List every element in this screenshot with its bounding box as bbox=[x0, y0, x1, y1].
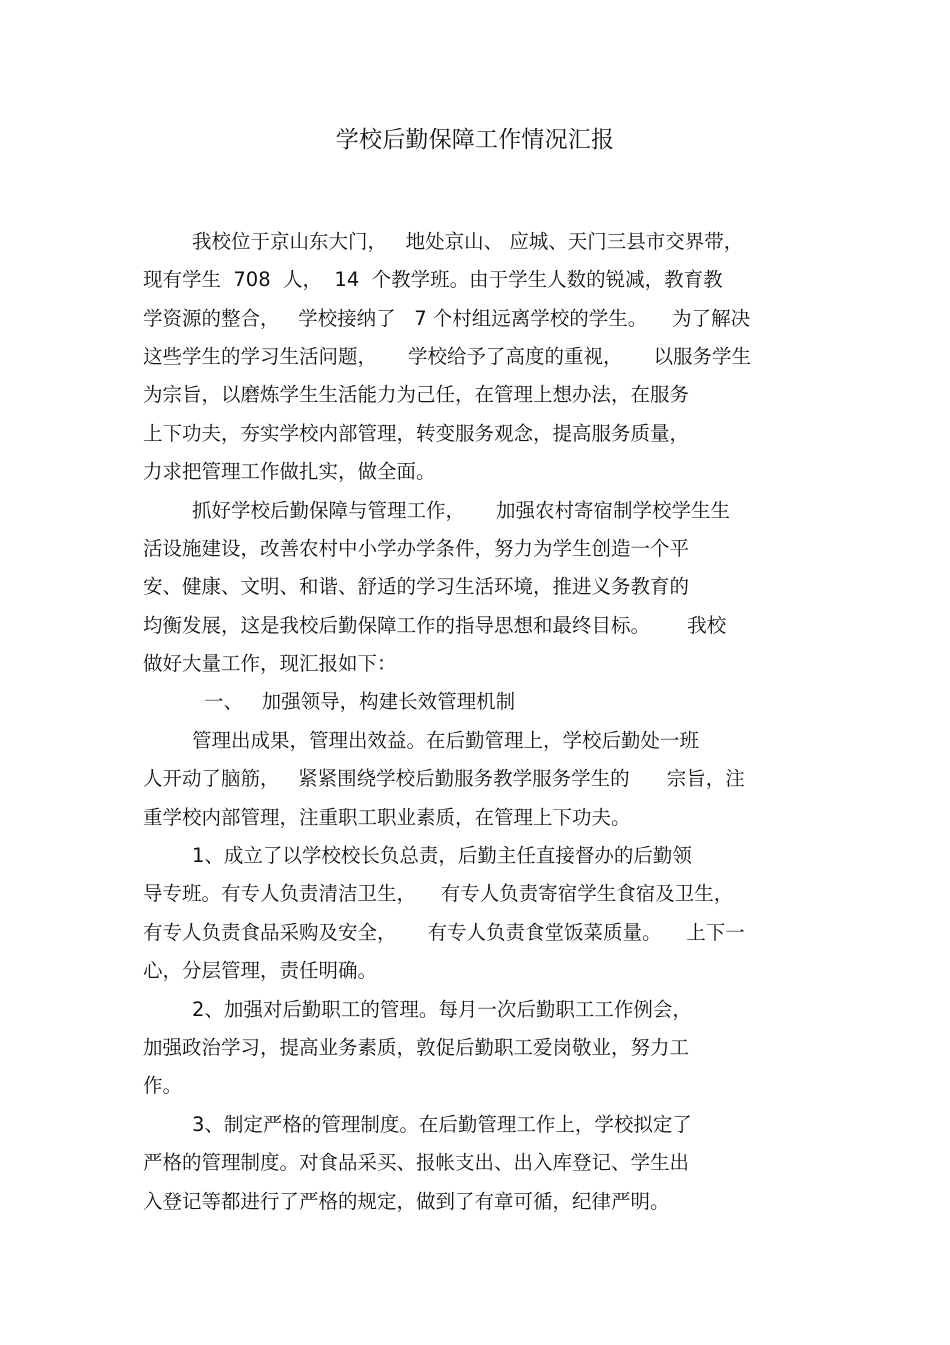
paragraph-line: 学资源的整合， 学校接纳了 7 个村组远离学校的学生。 为了解决 bbox=[143, 307, 751, 330]
paragraph-line: 有专人负责食品采购及安全， 有专人负责食堂饭菜质量。 上下一 bbox=[143, 921, 745, 944]
paragraph-line: 1、成立了以学校校长负总责，后勤主任直接督办的后勤领 bbox=[192, 844, 692, 867]
paragraph-line: 3、制定严格的管理制度。在后勤管理工作上，学校拟定了 bbox=[192, 1113, 692, 1136]
paragraph-line: 抓好学校后勤保障与管理工作， 加强农村寄宿制学校学生生 bbox=[192, 499, 730, 522]
paragraph-line: 严格的管理制度。对食品采买、报帐支出、出入库登记、学生出 bbox=[143, 1151, 690, 1174]
paragraph-line: 加强政治学习，提高业务素质，敦促后勤职工爱岗敬业，努力工 bbox=[143, 1036, 690, 1059]
paragraph-line: 作。 bbox=[143, 1074, 183, 1097]
paragraph-line: 做好大量工作，现汇报如下： bbox=[143, 652, 397, 675]
paragraph-line: 上下功夫，夯实学校内部管理，转变服务观念，提高服务质量， bbox=[143, 422, 690, 445]
paragraph-line: 导专班。有专人负责清洁卫生， 有专人负责寄宿学生食宿及卫生， bbox=[143, 882, 734, 905]
paragraph-line: 我校位于京山东大门， 地处京山、 应城、天门三县市交界带， bbox=[192, 230, 744, 253]
paragraph-line: 为宗旨，以磨炼学生生活能力为己任，在管理上想办法，在服务 bbox=[143, 383, 690, 406]
document-title: 学校后勤保障工作情况汇报 bbox=[335, 127, 615, 153]
paragraph-line: 心，分层管理，责任明确。 bbox=[143, 959, 378, 982]
paragraph-line: 力求把管理工作做扎实，做全面。 bbox=[143, 460, 436, 483]
paragraph-line: 管理出成果，管理出效益。在后勤管理上，学校后勤处一班 bbox=[192, 729, 700, 752]
paragraph-line: 现有学生 708 人， 14 个教学班。由于学生人数的锐减，教育教 bbox=[143, 268, 723, 291]
paragraph-line: 人开动了脑筋， 紧紧围绕学校后勤服务教学服务学生的 宗旨，注 bbox=[143, 767, 745, 790]
paragraph-line: 入登记等都进行了严格的规定，做到了有章可循，纪律严明。 bbox=[143, 1190, 670, 1213]
paragraph-line: 活设施建设，改善农村中小学办学条件，努力为学生创造一个平 bbox=[143, 537, 690, 560]
paragraph-line: 均衡发展，这是我校后勤保障工作的指导思想和最终目标。 我校 bbox=[143, 614, 727, 637]
paragraph-line: 重学校内部管理，注重职工职业素质，在管理上下功夫。 bbox=[143, 806, 631, 829]
paragraph-line: 这些学生的学习生活问题， 学校给予了高度的重视， 以服务学生 bbox=[143, 345, 751, 368]
paragraph-line: 安、健康、文明、和谐、舒适的学习生活环境，推进义务教育的 bbox=[143, 575, 690, 598]
paragraph-line: 2、加强对后勤职工的管理。每月一次后勤职工工作例会， bbox=[192, 998, 692, 1021]
section-heading: 一、 加强领导，构建长效管理机制 bbox=[204, 690, 516, 713]
